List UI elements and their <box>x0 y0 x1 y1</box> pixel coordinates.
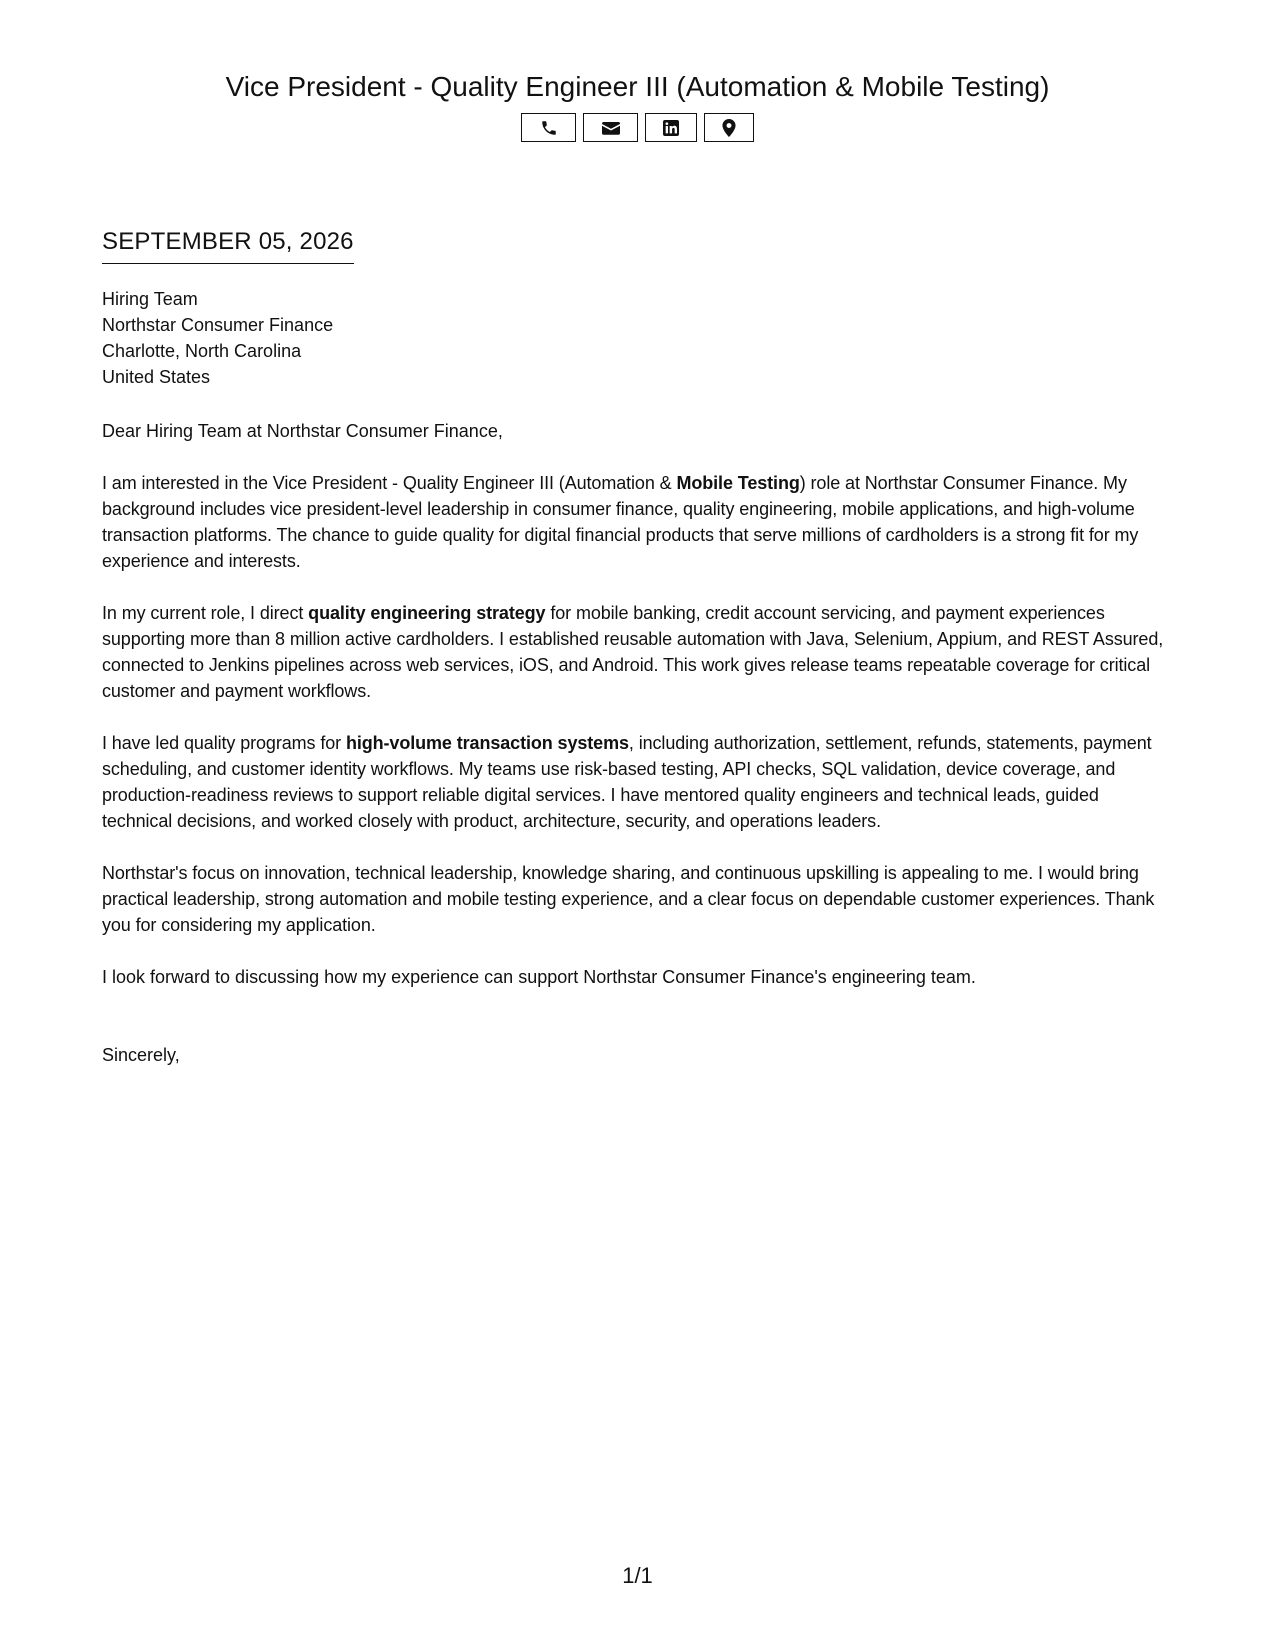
bold-text-run: quality engineering strategy <box>308 602 546 623</box>
text-run: , including authorization, settlement, refunds, statements, payment scheduling, and customer identity workflows. My teams use risk-based testing, API checks, SQL validation, device coverage, and production-readiness reviews to support reliable digital services. I have mentored quality engineers and technical leads, guided technical decisions, and worked closely with product, architecture, security, and operations leaders. <box>102 732 1152 831</box>
text-run: I am interested in the Vice President - Quality Engineer III (Automation & <box>102 472 677 493</box>
letter-date: SEPTEMBER 05, 2026 <box>102 228 354 264</box>
paragraph-current-role <box>102 600 1172 704</box>
salutation: Dear Hiring Team at Northstar Consumer Finance, <box>102 420 503 441</box>
bold-text-run: high-volume transaction systems <box>345 732 629 753</box>
text-run: ) role at Northstar Consumer Finance. My background includes vice president-level leadership in consumer finance, quality engineering, mobile applications, and high-volume transaction platforms. The chance to guide quality for digital financial products that serve millions of cardholders is a strong fit for my experience and interests. <box>102 472 1139 571</box>
linkedin-icon[interactable] <box>645 113 697 142</box>
recipient-company: Northstar Consumer Finance <box>102 314 334 335</box>
phone-icon[interactable] <box>521 113 576 142</box>
contact-icon-bar <box>0 113 1275 142</box>
page-number: 1/1 <box>622 1563 653 1588</box>
location-icon[interactable] <box>704 113 754 142</box>
text-run: for mobile banking, credit account servicing, and payment experiences supporting more than 8 million active cardholders. I established reusable automation with Java, Selenium, Appium, and REST Assured, connected to Jenkins pipelines across web services, iOS, and Android. This work gives release teams repeatable coverage for critical customer and payment workflows. <box>102 602 1164 701</box>
paragraph-leadership <box>102 730 1172 834</box>
signoff: Sincerely, <box>102 1044 180 1065</box>
email-icon[interactable] <box>583 113 638 142</box>
text-run: I have led quality programs for <box>102 732 346 753</box>
paragraph-intro <box>102 470 1172 574</box>
cover-letter-body <box>102 228 1172 1068</box>
paragraph-fit: Northstar's focus on innovation, technical leadership, knowledge sharing, and continuous upskilling is appealing to me. I would bring practical leadership, strong automation and mobile testing experience, and a clear focus on dependable customer experiences. Thank you for considering my application. <box>102 862 1155 935</box>
recipient-city: Charlotte, North Carolina <box>102 340 302 361</box>
bold-text-run: Mobile Testing <box>676 472 800 493</box>
recipient-address <box>102 286 1172 390</box>
page-title: Vice President - Quality Engineer III (Automation & Mobile Testing) <box>225 71 1050 102</box>
closing-line: I look forward to discussing how my experience can support Northstar Consumer Finance's engineering team. <box>102 966 976 987</box>
recipient-country: United States <box>102 366 211 387</box>
text-run: In my current role, I direct <box>102 602 309 623</box>
recipient-line: Hiring Team <box>102 288 198 309</box>
